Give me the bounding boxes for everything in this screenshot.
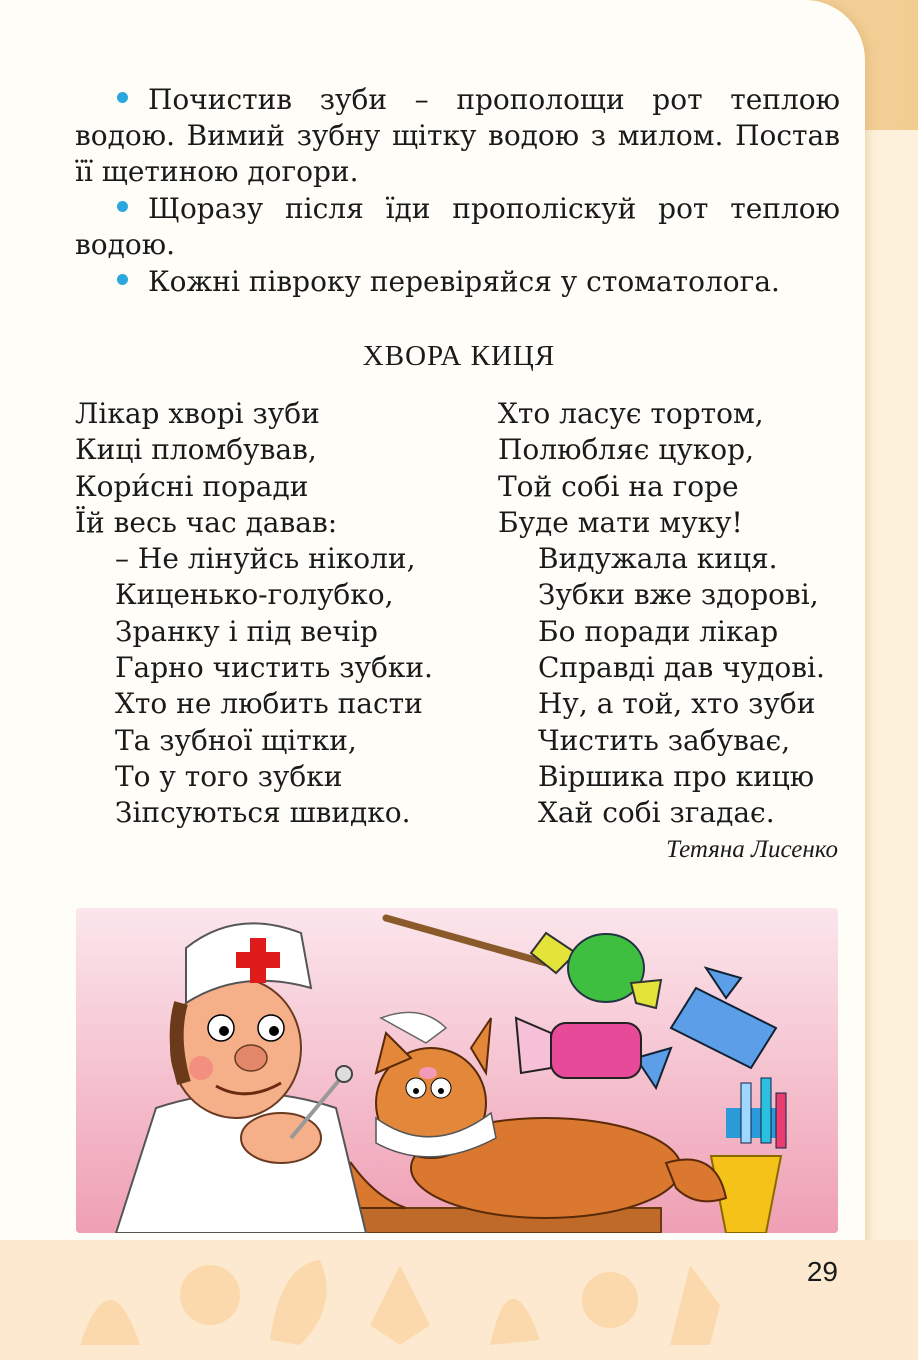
tip-item [75,82,840,190]
tip-text: Кожні півроку перевіряйся у стоматолога. [148,265,780,298]
bullet-icon [117,201,128,212]
leaf-icon [270,1260,327,1345]
bullet-icon [117,92,128,103]
poem-line: Лікар хворі зуби [75,397,320,430]
poem-line: Зіпсуються швидко. [115,796,411,830]
poem-line: Хто не любить пасти [115,687,423,721]
leaf-icon [370,1265,430,1345]
page-number: 29 [806,1256,838,1287]
poem-column-right [498,396,825,832]
leaf-icon [490,1299,540,1345]
leaf-icon [582,1272,638,1328]
poem-line: То у того зубки [115,759,343,793]
poem-line: Справді дав чудові. [538,651,825,685]
poem-column-left [75,396,433,832]
tip-item [75,191,840,263]
poem-line: Їй весь час давав: [75,505,338,539]
poem-line: Той собі на горе [498,469,739,503]
poem-line: Кори́сні поради [75,469,309,503]
leaf-icon [670,1265,720,1345]
hygiene-tips-list [75,82,840,301]
tip-text: Почистив зуби – прополощи рот теплою водою. Вимий зубну щітку водою з милом. Постав її щетиною догори. [75,83,840,188]
bullet-icon [117,274,128,285]
tip-item [75,264,840,300]
poem-line: Буде мати муку! [498,505,743,539]
candy-icon [516,1018,641,1078]
poem-line: – Не лінуйсь ніколи, [115,542,416,576]
poem-line: Зранку і під вечір [115,614,378,648]
leaf-icon [80,1300,140,1345]
poem-line: Хай собі згадає. [538,796,775,830]
tip-text: Щоразу після їди прополіскуй рот теплою водою. [75,192,840,261]
poem-line: Віршика про кицю [538,759,815,793]
leaves-decoration [70,1245,770,1355]
poem-line: Гарно чистить зубки. [115,651,433,685]
poem-line: Зубки вже здорові, [538,578,819,612]
poem-line: Полюбляє цукор, [498,433,754,467]
poem-title: ХВОРА КИЦЯ [362,340,556,372]
poem-line: Ну, а той, хто зуби [538,687,816,721]
poem-line: Бо поради лікар [538,614,779,648]
poem-line: Киці пломбував, [75,433,317,467]
poem-author: Тетяна Лисенко [666,836,838,863]
illustration-drawing [76,908,838,1233]
poem-line: Хто ласує тортом, [498,397,764,430]
doctor-cat-illustration [76,908,838,1233]
poem-line: Видужала киця. [538,542,778,576]
leaf-icon [180,1265,240,1325]
poem-line: Чистить забуває, [538,723,791,757]
poem-line: Та зубної щітки, [115,723,357,757]
poem-line: Киценько-голубко, [115,578,394,612]
